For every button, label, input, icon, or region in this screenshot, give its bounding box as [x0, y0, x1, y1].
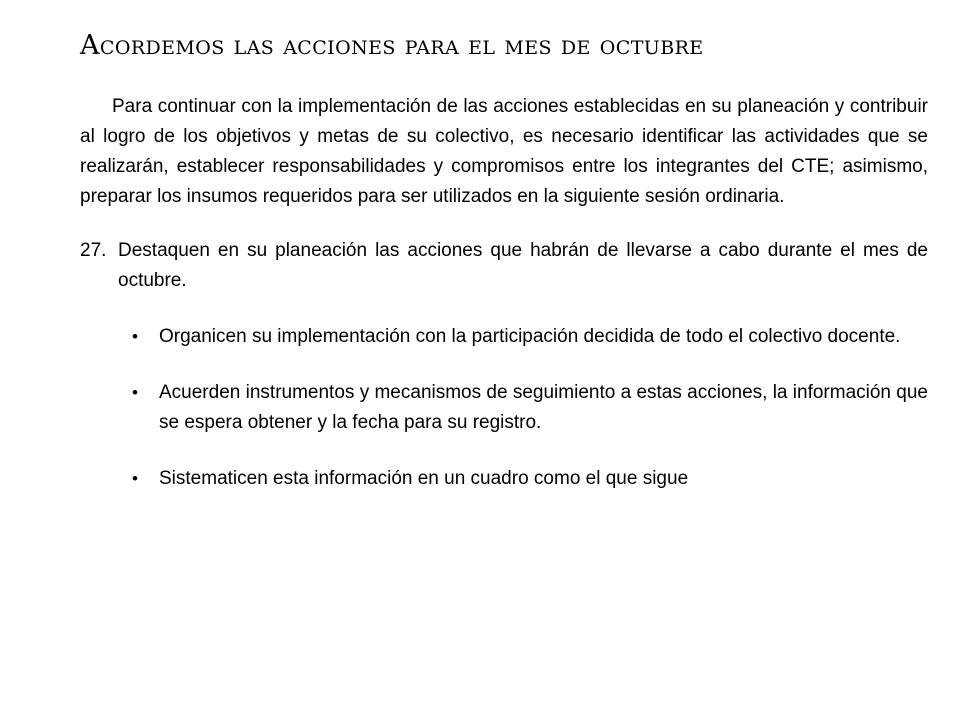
- intro-paragraph: Para continuar con la implementación de las acciones establecidas en su planeación y contribuir al logro de los objetivos y metas de su colectivo, es necesario identificar las actividades que se realizarán, establecer responsabilidades y compromisos entre los integrantes del CTE; asimismo, preparar los insumos requeridos para ser utilizados en la siguiente sesión ordinaria.: [80, 96, 928, 207]
- item-text: Destaquen en su planeación las acciones que habrán de llevarse a cabo durante el mes de octubre.: [118, 240, 928, 291]
- bullet-text: Acuerden instrumentos y mecanismos de seguimiento a estas acciones, la información que se espera obtener y la fecha para su registro.: [159, 382, 928, 433]
- bullet-item: [132, 378, 928, 438]
- numbered-item: [80, 236, 928, 296]
- bullet-icon: •: [132, 327, 138, 346]
- item-number: 27.: [80, 240, 107, 261]
- slide-content: [80, 92, 928, 520]
- bullet-icon: •: [132, 383, 138, 402]
- bullet-item: [132, 322, 928, 352]
- slide-title: Acordemos las acciones para el mes de octubre: [80, 30, 704, 61]
- bullet-text: Sistematicen esta información en un cuadro como el que sigue: [159, 468, 689, 489]
- bullet-item: [132, 464, 928, 494]
- bullet-icon: •: [132, 469, 138, 488]
- bullet-list: [80, 322, 928, 494]
- bullet-text: Organicen su implementación con la participación decidida de todo el colectivo docente.: [159, 326, 901, 347]
